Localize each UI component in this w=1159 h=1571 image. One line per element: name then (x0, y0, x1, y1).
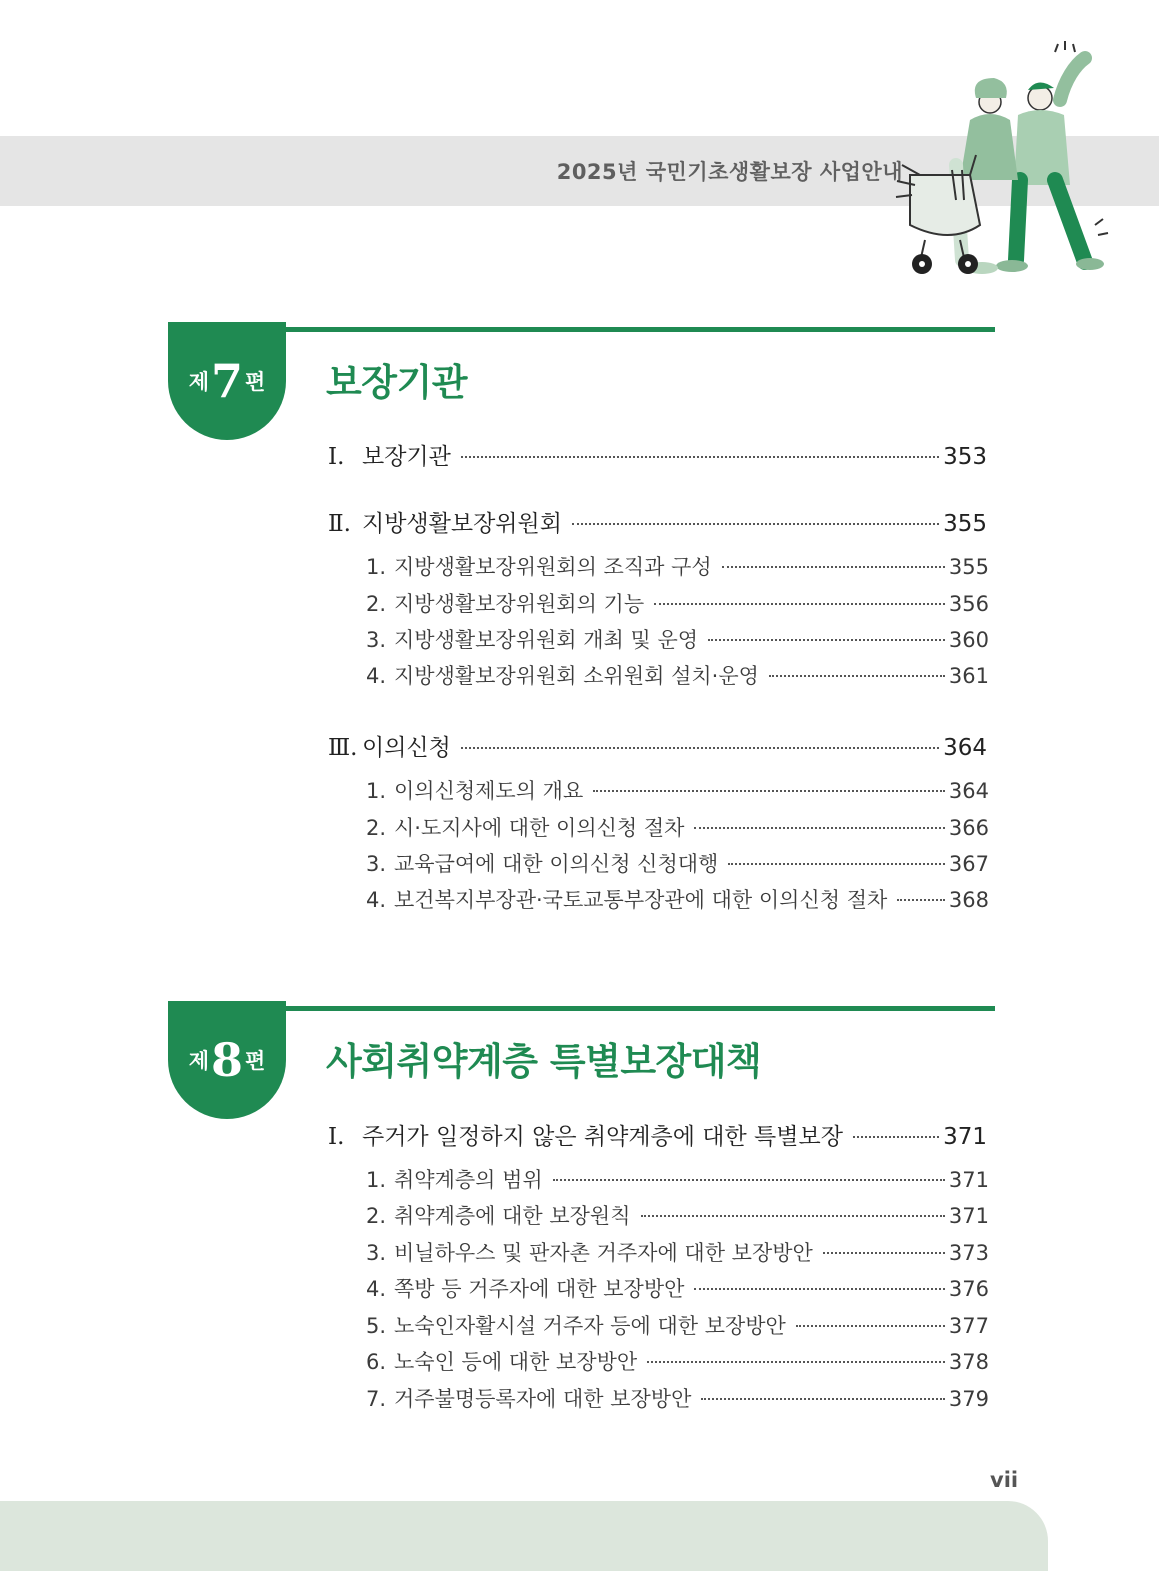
section-roman: Ⅰ. (328, 444, 345, 470)
item-page: 379 (948, 1387, 989, 1411)
dot-leader (694, 827, 944, 829)
item-title: 지방생활보장위원회의 조직과 구성 (394, 555, 712, 579)
item-title: 시·도지사에 대한 이의신청 절차 (394, 816, 685, 840)
item-number: 1. (366, 779, 387, 803)
item-page: 364 (948, 779, 989, 803)
item-number: 6. (366, 1350, 387, 1374)
toc-item[interactable] (366, 1200, 989, 1230)
item-number: 4. (366, 888, 387, 912)
item-number: 3. (366, 1241, 387, 1265)
toc-item[interactable] (366, 1237, 989, 1267)
item-title: 비닐하우스 및 판자촌 거주자에 대한 보장방안 (394, 1241, 813, 1265)
dot-leader (694, 1288, 944, 1290)
family-with-stroller-illustration (890, 40, 1120, 285)
document-title: 2025년 국민기초생활보장 사업안내 (556, 160, 903, 184)
item-number: 1. (366, 1168, 387, 1192)
section-title: 지방생활보장위원회 (362, 511, 562, 537)
item-number: 4. (366, 1277, 387, 1301)
item-number: 4. (366, 664, 387, 688)
part-8-badge (168, 1001, 286, 1119)
part-7 (168, 322, 995, 922)
dot-leader (897, 899, 945, 901)
section-roman: Ⅰ. (328, 1124, 345, 1150)
toc-item[interactable] (366, 624, 989, 654)
item-title: 노숙인자활시설 거주자 등에 대한 보장방안 (394, 1314, 786, 1338)
section-title: 보장기관 (362, 444, 451, 470)
item-title: 보건복지부장관·국토교통부장관에 대한 이의신청 절차 (394, 888, 888, 912)
item-page: 366 (948, 816, 989, 840)
toc-item[interactable] (366, 1273, 989, 1303)
part-8-badge-suffix: 편 (245, 1049, 266, 1073)
item-page: 355 (948, 555, 989, 579)
item-title: 이의신청제도의 개요 (394, 779, 584, 803)
dot-leader (461, 456, 939, 458)
item-number: 3. (366, 852, 387, 876)
dot-leader (654, 603, 945, 605)
page-number: vii (990, 1468, 1019, 1492)
dot-leader (769, 675, 945, 677)
item-title: 취약계층의 범위 (394, 1168, 543, 1192)
part-7-badge-number: 7 (210, 354, 243, 408)
toc-item[interactable] (366, 1164, 989, 1194)
item-number: 2. (366, 592, 387, 616)
footer-band (0, 1501, 1048, 1571)
item-page: 368 (948, 888, 989, 912)
dot-leader (708, 639, 945, 641)
part-7-badge-suffix: 편 (245, 370, 266, 394)
part-8-title: 사회취약계층 특별보장대책 (326, 1040, 762, 1083)
part-7-title: 보장기관 (326, 361, 467, 404)
item-page: 371 (948, 1168, 989, 1192)
toc-item[interactable] (366, 848, 989, 878)
section-roman: Ⅲ. (328, 735, 358, 761)
dot-leader (722, 566, 945, 568)
item-number: 3. (366, 628, 387, 652)
item-title: 취약계층에 대한 보장원칙 (394, 1204, 631, 1228)
item-page: 376 (948, 1277, 989, 1301)
item-title: 거주불명등록자에 대한 보장방안 (394, 1387, 692, 1411)
dot-leader (641, 1215, 945, 1217)
part-8-badge-prefix: 제 (188, 1049, 209, 1073)
dot-leader (853, 1136, 939, 1138)
toc-item[interactable] (366, 1346, 989, 1376)
dot-leader (553, 1179, 945, 1181)
item-page: 360 (948, 628, 989, 652)
dot-leader (572, 523, 939, 525)
dot-leader (701, 1398, 945, 1400)
item-page: 371 (948, 1204, 989, 1228)
item-page: 378 (948, 1350, 989, 1374)
item-page: 361 (948, 664, 989, 688)
part-8-rule (284, 1006, 995, 1011)
item-page: 356 (948, 592, 989, 616)
toc-item[interactable] (366, 775, 989, 805)
item-number: 5. (366, 1314, 387, 1338)
dot-leader (823, 1252, 945, 1254)
item-number: 7. (366, 1387, 387, 1411)
item-title: 지방생활보장위원회 개최 및 운영 (394, 628, 699, 652)
section-page: 364 (943, 735, 987, 761)
item-title: 교육급여에 대한 이의신청 신청대행 (394, 852, 719, 876)
section-roman: Ⅱ. (328, 511, 351, 537)
item-number: 2. (366, 1204, 387, 1228)
part-8 (168, 1001, 995, 1421)
toc-section[interactable] (328, 438, 987, 471)
section-title: 이의신청 (362, 735, 451, 761)
item-title: 지방생활보장위원회의 기능 (394, 592, 645, 616)
part-7-rule (284, 327, 995, 332)
item-title: 지방생활보장위원회 소위원회 설치·운영 (394, 664, 759, 688)
dot-leader (728, 863, 945, 865)
item-number: 2. (366, 816, 387, 840)
part-7-badge (168, 322, 286, 440)
dot-leader (796, 1325, 945, 1327)
part-8-badge-number: 8 (210, 1033, 243, 1087)
toc-section[interactable] (328, 1118, 987, 1151)
toc-item[interactable] (366, 1310, 989, 1340)
section-page: 355 (943, 511, 987, 537)
section-page: 371 (943, 1124, 987, 1150)
section-title: 주거가 일정하지 않은 취약계층에 대한 특별보장 (362, 1124, 843, 1150)
item-title: 노숙인 등에 대한 보장방안 (394, 1350, 638, 1374)
toc-section[interactable] (328, 505, 987, 538)
item-number: 1. (366, 555, 387, 579)
toc-item[interactable] (366, 812, 989, 842)
dot-leader (647, 1361, 945, 1363)
toc-item[interactable] (366, 884, 989, 914)
toc-item[interactable] (366, 551, 989, 581)
toc-item[interactable] (366, 1383, 989, 1413)
part-7-badge-prefix: 제 (188, 370, 209, 394)
toc-item[interactable] (366, 588, 989, 618)
item-page: 367 (948, 852, 989, 876)
item-page: 377 (948, 1314, 989, 1338)
dot-leader (461, 747, 939, 749)
dot-leader (593, 790, 945, 792)
toc-item[interactable] (366, 660, 989, 690)
section-page: 353 (943, 444, 987, 470)
item-page: 373 (948, 1241, 989, 1265)
toc-section[interactable] (328, 729, 987, 762)
item-title: 쪽방 등 거주자에 대한 보장방안 (394, 1277, 685, 1301)
